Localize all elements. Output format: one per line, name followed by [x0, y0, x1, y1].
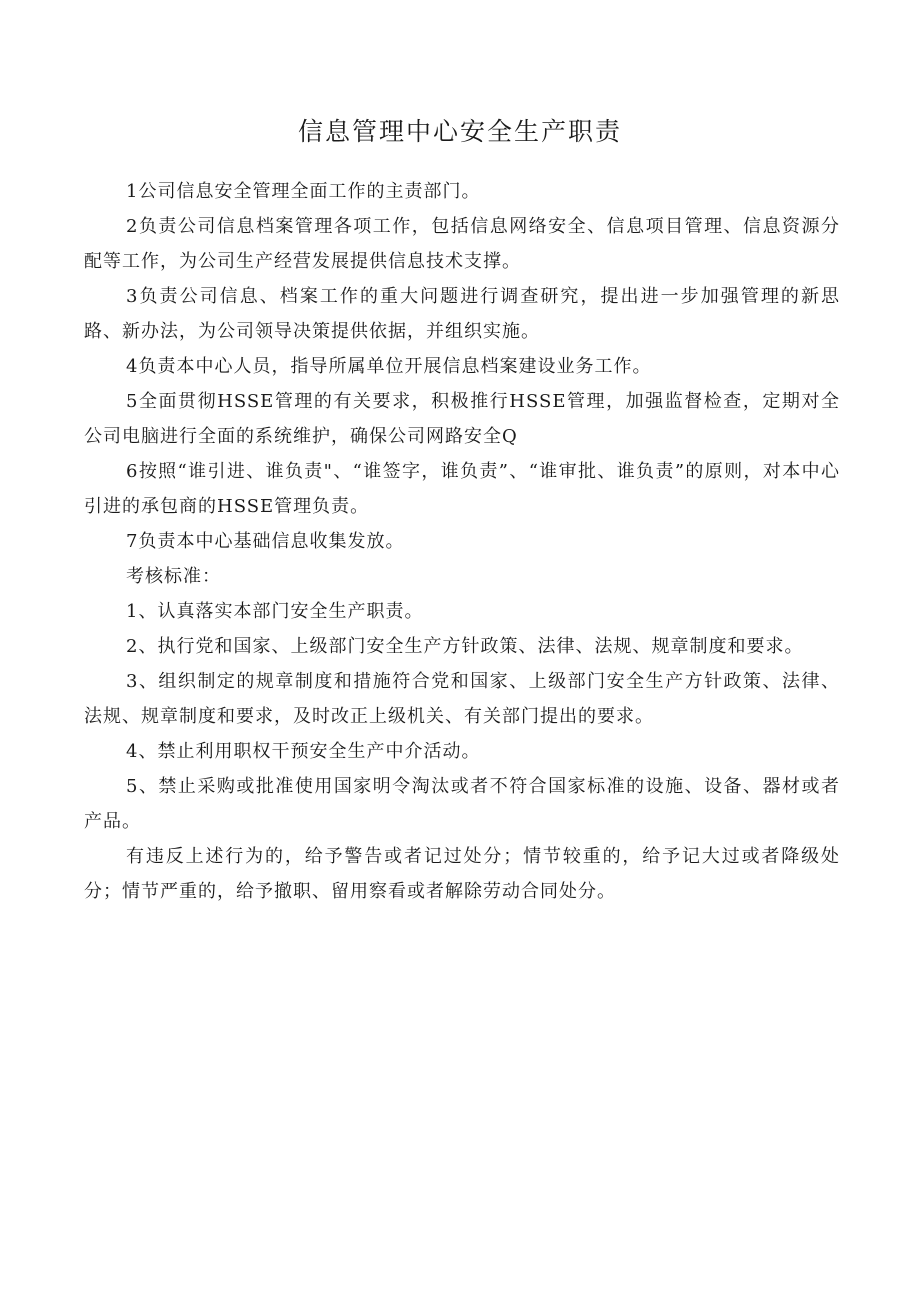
paragraph: 1公司信息安全管理全面工作的主责部门。 — [126, 181, 481, 202]
paragraph: 5、禁止采购或批准使用国家明令淘汰或者不符合国家标准的设施、设备、器材或者产品。 — [84, 776, 840, 832]
paragraph: 2、执行党和国家、上级部门安全生产方针政策、法律、法规、规章制度和要求。 — [126, 636, 804, 657]
document-body — [84, 174, 840, 909]
paragraph: 3负责公司信息、档案工作的重大问题进行调查研究，提出进一步加强管理的新思路、新办法，为公司领导决策提供依据，并组织实施。 — [84, 286, 840, 342]
paragraph: 7负责本中心基础信息收集发放。 — [126, 531, 405, 552]
page-title: 信息管理中心安全生产职责 — [297, 117, 622, 146]
paragraph: 有违反上述行为的，给予警告或者记过处分；情节较重的，给予记大过或者降级处分；情节严重的，给予撤职、留用察看或者解除劳动合同处分。 — [84, 846, 840, 902]
paragraph: 5全面贯彻HSSE管理的有关要求，积极推行HSSE管理，加强监督检查，定期对全公司电脑进行全面的系统维护，确保公司网路安全Q — [84, 391, 840, 447]
paragraph: 1、认真落实本部门安全生产职责。 — [126, 601, 424, 622]
paragraph: 3、组织制定的规章制度和措施符合党和国家、上级部门安全生产方针政策、法律、法规、规章制度和要求，及时改正上级机关、有关部门提出的要求。 — [84, 671, 840, 727]
paragraph: 4负责本中心人员，指导所属单位开展信息档案建设业务工作。 — [126, 356, 652, 377]
paragraph: 4、禁止利用职权干预安全生产中介活动。 — [126, 741, 481, 762]
section-heading-assessment: 考核标准： — [126, 566, 221, 587]
paragraph: 2负责公司信息档案管理各项工作，包括信息网络安全、信息项目管理、信息资源分配等工作，为公司生产经营发展提供信息技术支撑。 — [84, 216, 840, 272]
paragraph: 6按照“谁引进、谁负责"、“谁签字，谁负责”、“谁审批、谁负责”的原则，对本中心引进的承包商的HSSE管理负责。 — [84, 461, 840, 517]
